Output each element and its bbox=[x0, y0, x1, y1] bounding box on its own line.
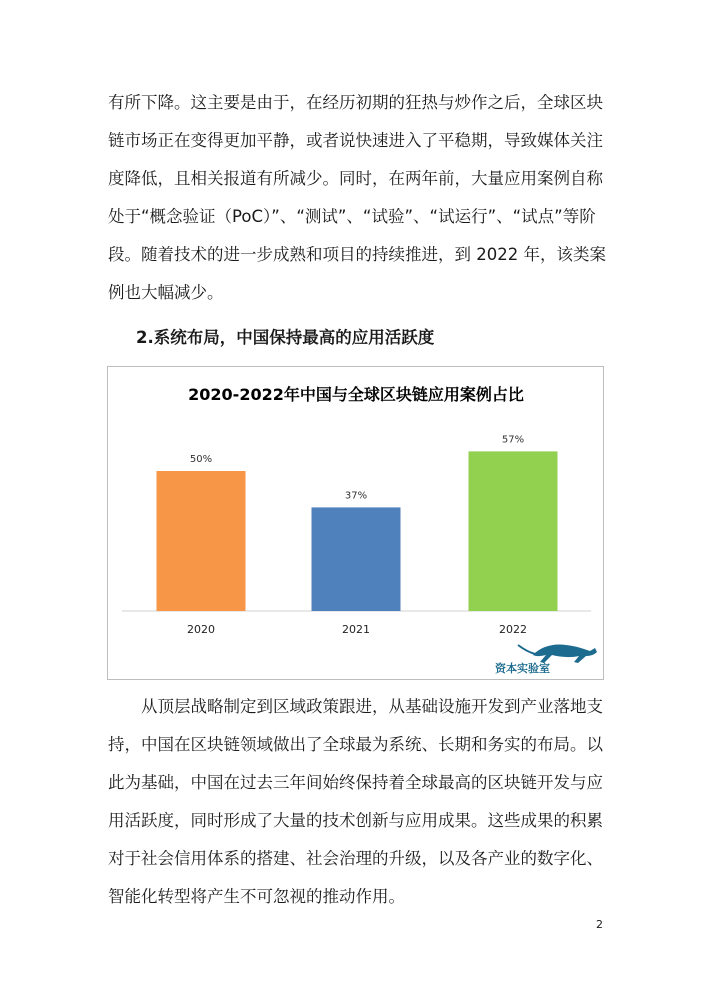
paragraph-line: 对于社会信用体系的搭建、社会治理的升级，以及各产业的数字化、 bbox=[108, 849, 603, 868]
leopard-logo-icon bbox=[518, 644, 597, 663]
bar-chart bbox=[107, 366, 604, 680]
watermark-logo bbox=[495, 644, 597, 675]
bar-2020 bbox=[157, 471, 246, 611]
paragraph-line: 智能化转型将产生不可忽视的推动作用。 bbox=[108, 887, 405, 906]
data-label-2022: 57% bbox=[501, 434, 525, 446]
paragraph-line: 段。随着技术的进一步成熟和项目的持续推进，到 2022 年，该类案 bbox=[108, 245, 606, 264]
bar-2022 bbox=[469, 451, 558, 611]
paragraph-line: 用活跃度，同时形成了大量的技术创新与应用成果。这些成果的积累 bbox=[108, 811, 603, 830]
paragraph-intro bbox=[108, 84, 606, 312]
paragraph-conclusion bbox=[108, 688, 602, 916]
x-tick-label-2022: 2022 bbox=[499, 623, 527, 636]
paragraph-line: 持，中国在区块链领域做出了全球最为系统、长期和务实的布局。以 bbox=[108, 735, 603, 754]
chart-canvas bbox=[108, 367, 605, 681]
paragraph-line: 有所下降。这主要是由于，在经历初期的狂热与炒作之后，全球区块 bbox=[108, 93, 603, 112]
x-tick-label-2020: 2020 bbox=[187, 623, 215, 636]
data-label-2021: 37% bbox=[344, 490, 368, 502]
x-tick-label-2021: 2021 bbox=[342, 623, 370, 636]
paragraph-line: 例也大幅减少。 bbox=[108, 283, 224, 302]
paragraph-line: 度降低，且相关报道有所减少。同时，在两年前，大量应用案例自称 bbox=[108, 169, 603, 188]
bar-2021 bbox=[312, 507, 401, 611]
watermark-text: 资本实验室 bbox=[495, 662, 550, 675]
data-label-2020: 50% bbox=[189, 454, 213, 465]
paragraph-line: 处于“概念验证（PoC）”、“测试”、“试验”、“试运行”、“试点”等阶 bbox=[108, 207, 596, 226]
chart-title: 2020-2022年中国与全球区块链应用案例占比 bbox=[188, 385, 524, 404]
page-number: 2 bbox=[596, 918, 603, 931]
section-heading: 2.系统布局，中国保持最高的应用活跃度 bbox=[136, 328, 435, 347]
paragraph-line: 链市场正在变得更加平静，或者说快速进入了平稳期，导致媒体关注 bbox=[108, 131, 603, 150]
paragraph-line: 从顶层战略制定到区域政策跟进，从基础设施开发到产业落地支 bbox=[141, 697, 603, 716]
paragraph-line: 此为基础，中国在过去三年间始终保持着全球最高的区块链开发与应 bbox=[108, 773, 603, 792]
